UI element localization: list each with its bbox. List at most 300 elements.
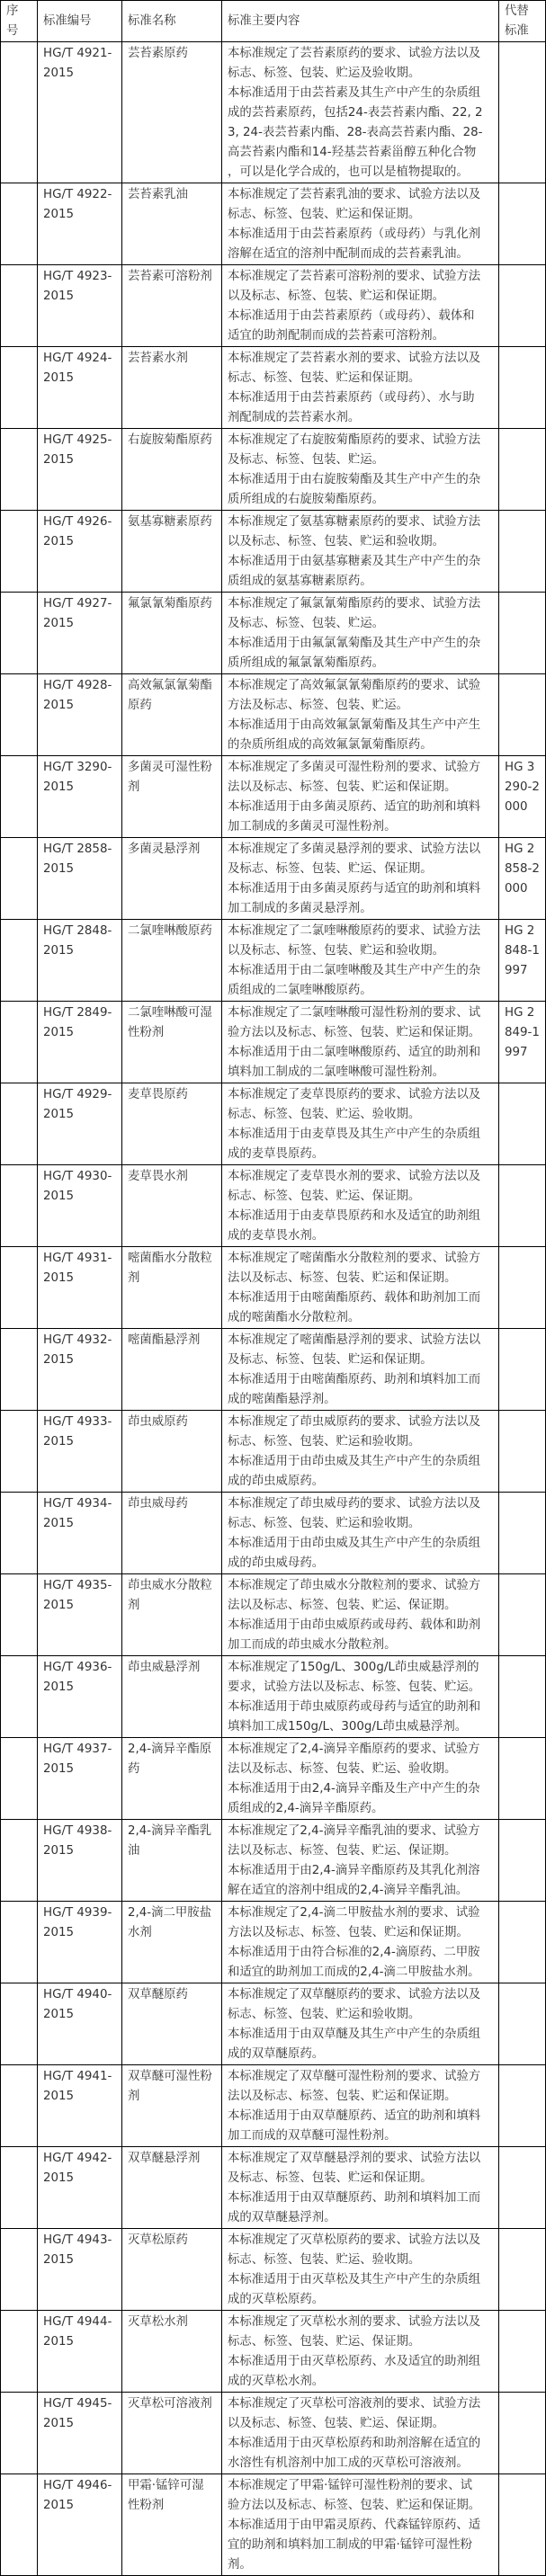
cell-standard-content-line: 要求，试验方法以及标志、标签、包装、贮运。	[228, 1680, 481, 1694]
cell-standard-content	[222, 2393, 499, 2474]
cell-standard-content-line: 质组成的二氯喹啉酸原药。	[228, 984, 372, 997]
cell-replaced-standard	[499, 2474, 546, 2576]
cell-standard-content	[222, 2229, 499, 2311]
cell-standard-name-line: 双草醚原药	[128, 1988, 188, 2001]
cell-serial-no	[1, 1983, 38, 2065]
cell-standard-content-line: 成的嘧菌酯悬浮剂。	[228, 1393, 336, 1406]
cell-standard-name-line: 多菌灵可湿性粉	[128, 761, 212, 774]
cell-standard-name-line: 芸苔素原药	[128, 47, 188, 60]
table-row	[1, 1493, 546, 1574]
cell-standard-content-line: 本标准规定了2,4-滴异辛酯原药的要求、试验方	[228, 1743, 480, 1756]
table-row	[1, 1083, 546, 1165]
cell-standard-content-line: 本标准规定了灭草松原药的要求、试验方法以及	[228, 2233, 481, 2247]
cell-standard-content-line: 填料加工成150g/L、300g/L茚虫威悬浮剂。	[228, 1720, 468, 1734]
cell-standard-content-line: 本标准规定了茚虫威母药的要求、试验方法以及	[228, 1497, 481, 1511]
cell-standard-code	[38, 1820, 122, 1902]
cell-standard-content-line: 本标准适用于由双草醚及其生产中产生的杂质组	[228, 2028, 481, 2041]
cell-standard-content-line: 本标准规定了芸苔素乳油的要求、试验方法以及	[228, 188, 481, 201]
cell-standard-code-line: 2015	[43, 1926, 75, 1939]
cell-standard-code-line: 2015	[43, 2090, 75, 2103]
cell-standard-code	[38, 2393, 122, 2474]
cell-replaced-standard	[499, 1902, 546, 1983]
cell-standard-content-line: 标志、标签、包装、贮运、验收期。	[228, 2253, 421, 2267]
cell-standard-content	[222, 1820, 499, 1902]
cell-standard-content-line: 验方法以及标志、标签、包装、贮运和保证期。	[228, 2499, 481, 2512]
cell-standard-content-line: 本标准适用于由氟氯氰菊酯及其生产中产生的杂	[228, 637, 481, 650]
cell-standard-code-line: 2015	[43, 2417, 75, 2430]
cell-standard-content-line: 验方法以及标志、标签、包装、贮运和保证期。	[228, 1026, 481, 1039]
cell-standard-content	[222, 183, 499, 265]
cell-standard-content-line: 本标准规定了2,4-滴二甲胺盐水剂的要求、试验	[228, 1906, 480, 1920]
table-row	[1, 2311, 546, 2393]
cell-replaced-standard	[499, 1656, 546, 1738]
cell-replaced-standard-line: HG 2	[505, 924, 535, 938]
cell-standard-code-line: HG/T 4928-	[43, 679, 112, 692]
cell-standard-code	[38, 1493, 122, 1574]
cell-standard-content-line: 本标准规定了麦草畏原药的要求、试验方法以及	[228, 1088, 481, 1101]
cell-standard-content-line: 标志、标签、包装、贮运及验收期。	[228, 67, 421, 80]
cell-standard-content-line: 本标准规定了麦草畏水剂的要求、试验方法以及	[228, 1170, 481, 1183]
cell-standard-content-line: 成的茚虫威母药。	[228, 1556, 325, 1570]
cell-standard-name-line: 芸苔素水剂	[128, 352, 188, 365]
cell-standard-name	[122, 42, 222, 183]
cell-serial-no	[1, 756, 38, 838]
header-serial-no	[1, 1, 38, 42]
cell-standard-content-line: 及标志、标签、包装、贮运和保证期。	[228, 1353, 433, 1367]
cell-standard-content-line: 本标准规定了茚虫威水分散粒剂的要求、试验方	[228, 1579, 481, 1592]
cell-standard-content	[222, 1165, 499, 1247]
cell-standard-content-line: 本标准适用于由芸苔素原药（或母药）、水与助	[228, 391, 475, 405]
cell-serial-no	[1, 1002, 38, 1083]
cell-standard-name-line: 二氯喹啉酸可湿	[128, 1006, 212, 1020]
cell-standard-code-line: 2015	[43, 1517, 75, 1530]
cell-standard-name-line: 剂	[128, 780, 140, 794]
cell-replaced-standard	[499, 2311, 546, 2393]
cell-standard-content-line: 标志、标签、包装、贮运、保证期。	[228, 2335, 421, 2349]
cell-standard-content-line: 标志、标签、包装、贮运和保证期。	[228, 208, 421, 221]
cell-replaced-standard	[499, 1411, 546, 1493]
cell-standard-name-line: 水剂	[128, 1926, 152, 1939]
cell-standard-code-line: HG/T 4923-	[43, 270, 112, 283]
table-row	[1, 1983, 546, 2065]
cell-standard-name	[122, 429, 222, 511]
cell-standard-name-line: 双草醚悬浮剂	[128, 2152, 201, 2165]
cell-standard-content-line: 剂。	[228, 2558, 252, 2572]
cell-standard-content-line: 水溶性有机溶剂中加工成的灭草松可溶液剂。	[228, 2456, 469, 2470]
cell-replaced-standard	[499, 2065, 546, 2147]
cell-replaced-standard	[499, 1247, 546, 1329]
cell-standard-content-line: 质组成的氨基寡糖素原药。	[228, 575, 372, 588]
cell-standard-code-line: 2015	[43, 862, 75, 876]
cell-standard-content-line: 本标准适用于由灭草松及其生产中产生的杂质组	[228, 2273, 481, 2286]
cell-standard-name-line: 性粉剂	[128, 1026, 165, 1039]
cell-serial-no	[1, 1165, 38, 1247]
table-row	[1, 593, 546, 674]
cell-standard-content-line: 本标准规定了2,4-滴异辛酯乳油的要求、试验方	[228, 1824, 480, 1838]
cell-serial-no	[1, 2229, 38, 2311]
cell-replaced-standard	[499, 1820, 546, 1902]
cell-standard-content-line: 成的双草醚原药。	[228, 2047, 325, 2061]
cell-standard-code-line: 2015	[43, 1844, 75, 1858]
header-standard-content: 标准主要内容	[222, 1, 499, 42]
cell-standard-name-line: 麦草畏原药	[128, 1088, 188, 1101]
cell-standard-content-line: 本标准规定了嘧菌酯悬浮剂的要求、试验方法以	[228, 1333, 481, 1347]
cell-replaced-standard-line: HG 2	[505, 842, 535, 856]
cell-replaced-standard-line: 000	[505, 882, 528, 896]
cell-standard-code-line: HG/T 4942-	[43, 2152, 112, 2165]
cell-standard-name-line: 二氯喹啉酸原药	[128, 924, 212, 938]
table-row	[1, 1329, 546, 1411]
cell-standard-content	[222, 429, 499, 511]
table-row	[1, 2474, 546, 2576]
cell-standard-code-line: HG/T 2849-	[43, 1006, 112, 1020]
cell-standard-content-line: 法以及标志、标签、包装、贮运、保证期。	[228, 1844, 457, 1858]
cell-standard-content	[222, 1411, 499, 1493]
cell-standard-content-line: 的杂质所组成的高效氟氯氰菊酯原药。	[228, 738, 433, 752]
cell-standard-content	[222, 1493, 499, 1574]
cell-standard-content-line: 成的灭草松水剂。	[228, 2375, 325, 2388]
cell-serial-no	[1, 347, 38, 429]
cell-standard-code-line: 2015	[43, 67, 75, 80]
cell-standard-content-line: 本标准适用于由灭草松原药和助剂溶解在适宜的	[228, 2437, 481, 2450]
cell-standard-code	[38, 1247, 122, 1329]
cell-standard-content	[222, 1902, 499, 1983]
cell-standard-content	[222, 2474, 499, 2576]
cell-standard-content-line: 方法及标志、标签、包装、贮运。	[228, 699, 408, 712]
cell-standard-content-line: 本标准适用于由芸苔素原药（或母药）、载体和	[228, 309, 475, 323]
cell-standard-code-line: 2015	[43, 699, 75, 712]
cell-standard-code-line: HG/T 4932-	[43, 1333, 112, 1347]
cell-standard-content	[222, 593, 499, 674]
table-row	[1, 756, 546, 838]
cell-standard-code-line: 2015	[43, 2499, 75, 2512]
cell-standard-content-line: 溶解在适宜的溶剂中配制而成的芸苔素乳油。	[228, 247, 469, 261]
header-replaced-line: 代替	[505, 4, 529, 18]
cell-standard-name	[122, 1493, 222, 1574]
cell-standard-code-line: HG/T 4930-	[43, 1170, 112, 1183]
cell-standard-code	[38, 1983, 122, 2065]
cell-standard-content-line: 本标准规定了芸苔素水剂的要求、试验方法以及	[228, 352, 481, 365]
cell-standard-code	[38, 1902, 122, 1983]
cell-standard-content	[222, 347, 499, 429]
header-standard-code: 标准编号	[38, 1, 122, 42]
cell-replaced-standard-line: 848-1	[505, 944, 540, 958]
cell-replaced-standard	[499, 593, 546, 674]
cell-replaced-standard	[499, 756, 546, 838]
cell-replaced-standard	[499, 2229, 546, 2311]
cell-standard-content	[222, 42, 499, 183]
cell-standard-code-line: 2015	[43, 1435, 75, 1448]
cell-standard-content-line: 本标准规定了甲霜·锰锌可湿性粉剂的要求、试	[228, 2479, 473, 2492]
cell-replaced-standard	[499, 1738, 546, 1820]
cell-serial-no	[1, 2065, 38, 2147]
cell-standard-content-line: 本标准适用于由2,4-滴异辛酯及生产中产生的杂	[228, 1782, 480, 1796]
cell-standard-code	[38, 2311, 122, 2393]
cell-standard-content-line: 本标准适用于由嘧菌酯原药、助剂和填料加工而	[228, 1373, 481, 1386]
cell-standard-content-line: 本标准适用于由灭草松原药、水及适宜的助剂组	[228, 2355, 481, 2368]
cell-standard-name-line: 原药	[128, 699, 152, 712]
table-row	[1, 1820, 546, 1902]
cell-standard-content-line: 本标准适用于由双草醚原药、适宜的助剂和填料	[228, 2109, 481, 2123]
cell-standard-code-line: HG/T 4925-	[43, 433, 112, 447]
cell-standard-content-line: 本标准规定了嘧菌酯水分散粒剂的要求、试验方	[228, 1252, 481, 1265]
table-row	[1, 347, 546, 429]
cell-standard-content-line: 本标准适用于由芸苔素原药（或母药）与乳化剂	[228, 227, 481, 241]
cell-standard-content	[222, 756, 499, 838]
cell-standard-code-line: 2015	[43, 1108, 75, 1121]
cell-standard-content	[222, 511, 499, 593]
cell-replaced-standard	[499, 1165, 546, 1247]
cell-replaced-standard-line: 858-2	[505, 862, 540, 876]
cell-standard-name	[122, 1411, 222, 1493]
cell-standard-content	[222, 1329, 499, 1411]
header-standard-name: 标准名称	[122, 1, 222, 42]
header-replaced-line: 标准	[505, 23, 529, 38]
cell-standard-content-line: 成的双草醚悬浮剂。	[228, 2211, 336, 2224]
cell-standard-code-line: HG/T 4944-	[43, 2315, 112, 2329]
cell-standard-code	[38, 1411, 122, 1493]
cell-serial-no	[1, 920, 38, 1002]
cell-replaced-standard	[499, 1002, 546, 1083]
cell-standard-code-line: HG/T 4934-	[43, 1497, 112, 1511]
cell-standard-content	[222, 838, 499, 920]
cell-standard-name	[122, 183, 222, 265]
cell-standard-name-line: 氨基寡糖素原药	[128, 515, 212, 529]
cell-standard-content-line: 适宜的助剂配制而成的芸苔素可溶粉剂。	[228, 329, 445, 343]
cell-standard-name-line: 性粉剂	[128, 2499, 165, 2512]
cell-standard-name	[122, 1902, 222, 1983]
cell-standard-content-line: 以及标志、标签、包装、贮运和验收期。	[228, 944, 445, 958]
cell-serial-no	[1, 1902, 38, 1983]
cell-standard-code-line: 2015	[43, 2008, 75, 2021]
table-row	[1, 1902, 546, 1983]
cell-standard-content-line: 以及标志、标签、包装、贮运和验收期。	[228, 535, 445, 548]
cell-standard-code-line: HG/T 4921-	[43, 47, 112, 60]
cell-standard-code-line: HG/T 4940-	[43, 1988, 112, 2001]
cell-standard-content-line: 填料加工制成的二氯喹啉酸可湿性粉剂。	[228, 1065, 445, 1079]
cell-standard-code-line: 2015	[43, 290, 75, 303]
table-row	[1, 1574, 546, 1656]
cell-replaced-standard-line: 997	[505, 964, 528, 977]
cell-standard-name-line: 剂	[128, 2090, 140, 2103]
cell-standard-name	[122, 920, 222, 1002]
cell-replaced-standard-line: 997	[505, 1046, 528, 1059]
cell-serial-no	[1, 1493, 38, 1574]
cell-standard-code-line: 2015	[43, 2335, 75, 2349]
cell-standard-content-line: 法以及标志、标签、包装、贮运、验收期。	[228, 1762, 457, 1776]
cell-standard-name-line: 剂	[128, 1271, 140, 1285]
cell-standard-content-line: 本标准规定了芸苔素原药的要求、试验方法以及	[228, 47, 481, 60]
table-row	[1, 183, 546, 265]
cell-standard-code-line: HG/T 4927-	[43, 597, 112, 611]
cell-standard-content-line: 宜的助剂和填料加工制成的甲霜·锰锌可湿性粉	[228, 2538, 473, 2552]
cell-serial-no	[1, 1083, 38, 1165]
cell-standard-content-line: 本标准规定了氟氯氰菊酯原药的要求、试验方法	[228, 597, 481, 611]
cell-replaced-standard	[499, 838, 546, 920]
cell-standard-code-line: HG/T 4936-	[43, 1661, 112, 1674]
cell-standard-content-line: 本标准适用于由多菌灵原药与适宜的助剂和填料	[228, 882, 481, 896]
cell-standard-code-line: HG/T 2848-	[43, 924, 112, 938]
cell-standard-content-line: 本标准规定了高效氟氯氰菊酯原药的要求、试验	[228, 679, 481, 692]
cell-standard-code	[38, 42, 122, 183]
cell-standard-content-line: 本标准规定了双草醚可湿性粉剂的要求、试验方	[228, 2070, 481, 2083]
table-row	[1, 42, 546, 183]
cell-standard-content-line: 加工制成的多菌灵可湿性粉剂。	[228, 820, 397, 833]
cell-standard-code	[38, 511, 122, 593]
table-row	[1, 2147, 546, 2229]
table-row	[1, 2065, 546, 2147]
cell-standard-content-line: 本标准适用于由麦草畏及其生产中产生的杂质组	[228, 1128, 481, 1141]
cell-standard-name-line: 灭草松可溶液剂	[128, 2397, 212, 2411]
cell-standard-content	[222, 920, 499, 1002]
cell-standard-content-line: 本标准规定了双草醚原药的要求、试验方法以及	[228, 1988, 481, 2001]
cell-standard-name	[122, 1083, 222, 1165]
table-row	[1, 511, 546, 593]
cell-replaced-standard	[499, 1493, 546, 1574]
cell-standard-content-line: 本标准规定了灭草松可溶液剂的要求、试验方法	[228, 2397, 481, 2411]
cell-serial-no	[1, 1574, 38, 1656]
table-row	[1, 1002, 546, 1083]
cell-standard-name-line: 甲霜·锰锌可湿	[128, 2479, 204, 2492]
cell-standard-content-line: 标志、标签、包装、贮运、验收期。	[228, 1108, 421, 1121]
cell-replaced-standard	[499, 42, 546, 183]
cell-standard-code-line: HG/T 4937-	[43, 1743, 112, 1756]
cell-replaced-standard	[499, 1329, 546, 1411]
cell-standard-code	[38, 429, 122, 511]
cell-standard-content-line: 本标准规定了多菌灵悬浮剂的要求、试验方法以	[228, 842, 481, 856]
cell-standard-code-line: 2015	[43, 1599, 75, 1612]
table-body	[1, 42, 546, 2576]
table-row	[1, 2393, 546, 2474]
cell-serial-no	[1, 593, 38, 674]
cell-standard-name	[122, 1820, 222, 1902]
cell-replaced-standard	[499, 265, 546, 347]
cell-standard-content-line: 本标准规定了氨基寡糖素原药的要求、试验方法	[228, 515, 481, 529]
cell-standard-content-line: 本标准规定了双草醚悬浮剂的要求、试验方法以	[228, 2152, 481, 2165]
cell-standard-code-line: 2015	[43, 2253, 75, 2267]
cell-standard-name	[122, 1738, 222, 1820]
cell-serial-no	[1, 1820, 38, 1902]
table-row	[1, 1247, 546, 1329]
cell-standard-content-line: 加工制成的多菌灵悬浮剂。	[228, 902, 372, 915]
cell-standard-content-line: 剂配制成的芸苔素水剂。	[228, 411, 361, 424]
cell-standard-content-line: 标志、标签、包装、贮运和验收期。	[228, 1517, 421, 1530]
cell-standard-name-line: 茚虫威悬浮剂	[128, 1661, 201, 1674]
cell-replaced-standard	[499, 1983, 546, 2065]
table-row	[1, 1656, 546, 1738]
cell-standard-name-line: 2,4-滴异辛酯乳	[128, 1824, 212, 1838]
cell-standard-name	[122, 2065, 222, 2147]
cell-standard-content-line: 本标准适用于由甲霜灵原药、代森锰锌原药、适	[228, 2518, 481, 2532]
cell-serial-no	[1, 2474, 38, 2576]
cell-standard-code-line: 2015	[43, 453, 75, 467]
cell-standard-content-line: 成的芸苔素原药，包括24-表芸苔素内酯、22, 2	[228, 106, 483, 120]
table-row	[1, 2229, 546, 2311]
cell-serial-no	[1, 511, 38, 593]
cell-replaced-standard	[499, 347, 546, 429]
table-row	[1, 1165, 546, 1247]
cell-serial-no	[1, 2393, 38, 2474]
header-replaced-standard	[499, 1, 546, 42]
cell-standard-code-line: HG/T 2858-	[43, 842, 112, 856]
cell-standard-content-line: 本标准适用于由茚虫威原药或母药、载体和助剂	[228, 1618, 481, 1632]
cell-standard-name	[122, 1983, 222, 2065]
cell-standard-name-line: 芸苔素乳油	[128, 188, 188, 201]
cell-standard-content	[222, 1656, 499, 1738]
cell-standard-content-line: 本标准适用于由氨基寡糖素及其生产中产生的杂	[228, 555, 481, 568]
cell-standard-content-line: 本标准适用于由高效氟氯氰菊酯及其生产中产生	[228, 718, 481, 732]
cell-standard-content-line: 以及标志、标签、包装、贮运和保证期。	[228, 290, 445, 303]
cell-standard-code	[38, 1656, 122, 1738]
cell-standard-content-line: 高芸苔素内酯和14-羟基芸苔素甾醇五种化合物	[228, 146, 477, 159]
cell-standard-content	[222, 2147, 499, 2229]
table-row	[1, 674, 546, 756]
table-header-row	[1, 1, 546, 42]
cell-standard-name	[122, 1329, 222, 1411]
cell-standard-content-line: 本标准规定了灭草松水剂的要求、试验方法以及	[228, 2315, 481, 2329]
cell-replaced-standard-line: HG 2	[505, 1006, 535, 1020]
cell-standard-content-line: 成的麦草畏原药。	[228, 1147, 325, 1161]
cell-standard-name	[122, 265, 222, 347]
cell-standard-name-line: 双草醚可湿性粉	[128, 2070, 212, 2083]
cell-standard-code-line: HG/T 4945-	[43, 2397, 112, 2411]
cell-standard-name-line: 嘧菌酯悬浮剂	[128, 1333, 201, 1347]
cell-standard-name-line: 2,4-滴异辛酯原	[128, 1743, 212, 1756]
cell-standard-code-line: HG/T 4922-	[43, 188, 112, 201]
cell-standard-name	[122, 347, 222, 429]
cell-serial-no	[1, 2147, 38, 2229]
cell-standard-code-line: 2015	[43, 1190, 75, 1203]
cell-standard-content-line: 本标准适用于由嘧菌酯原药、载体和助剂加工而	[228, 1291, 481, 1305]
cell-standard-code-line: 2015	[43, 617, 75, 630]
table-row	[1, 265, 546, 347]
cell-standard-code-line: HG/T 4938-	[43, 1824, 112, 1838]
cell-standard-name-line: 剂	[128, 1599, 140, 1612]
cell-standard-name-line: 多菌灵悬浮剂	[128, 842, 201, 856]
cell-standard-name	[122, 511, 222, 593]
cell-replaced-standard	[499, 1083, 546, 1165]
cell-standard-content-line: 本标准规定了芸苔素可溶粉剂的要求、试验方法	[228, 270, 481, 283]
cell-standard-content-line: 本标准规定了右旋胺菊酯原药的要求、试验方法	[228, 433, 481, 447]
cell-standard-code	[38, 1002, 122, 1083]
cell-standard-content-line: 解在适宜的溶剂中组成的2,4-滴异辛酯乳油。	[228, 1884, 469, 1897]
cell-standard-code	[38, 183, 122, 265]
cell-standard-content	[222, 674, 499, 756]
header-serial-no-line: 号	[6, 23, 19, 38]
cell-standard-content-line: 本标准适用于由二氯喹啉酸原药、适宜的助剂和	[228, 1046, 481, 1059]
cell-standard-name	[122, 1574, 222, 1656]
cell-serial-no	[1, 2311, 38, 2393]
cell-standard-content-line: 和适宜的助剂加工而成的2,4-滴二甲胺盐水剂。	[228, 1965, 480, 1979]
cell-standard-content-line: 及标志、标签、包装、贮运。	[228, 453, 385, 467]
cell-standard-name-line: 麦草畏水剂	[128, 1170, 188, 1183]
cell-standard-content-line: 成的茚虫威原药。	[228, 1475, 325, 1488]
cell-serial-no	[1, 183, 38, 265]
table-row	[1, 838, 546, 920]
cell-standard-code-line: 2015	[43, 1271, 75, 1285]
cell-standard-content-line: 以及标志、标签、包装、贮运、保证期。	[228, 2417, 445, 2430]
cell-standard-code-line: 2015	[43, 780, 75, 794]
cell-standard-content-line: 本标准适用于由2,4-滴异辛酯原药及其乳化剂溶	[228, 1864, 480, 1877]
cell-standard-code	[38, 2474, 122, 2576]
cell-standard-code	[38, 920, 122, 1002]
cell-standard-content-line: 3, 24-表芸苔素内酯、28-表高芸苔素内酯、28-	[228, 126, 483, 139]
cell-standard-content-line: 本标准规定了二氯喹啉酸原药的要求、试验方法	[228, 924, 481, 938]
cell-serial-no	[1, 674, 38, 756]
cell-replaced-standard	[499, 511, 546, 593]
cell-standard-name-line: 高效氟氯氰菊酯	[128, 679, 212, 692]
cell-standard-content-line: 本标准适用于由双草醚原药、助剂和填料加工而	[228, 2191, 481, 2205]
